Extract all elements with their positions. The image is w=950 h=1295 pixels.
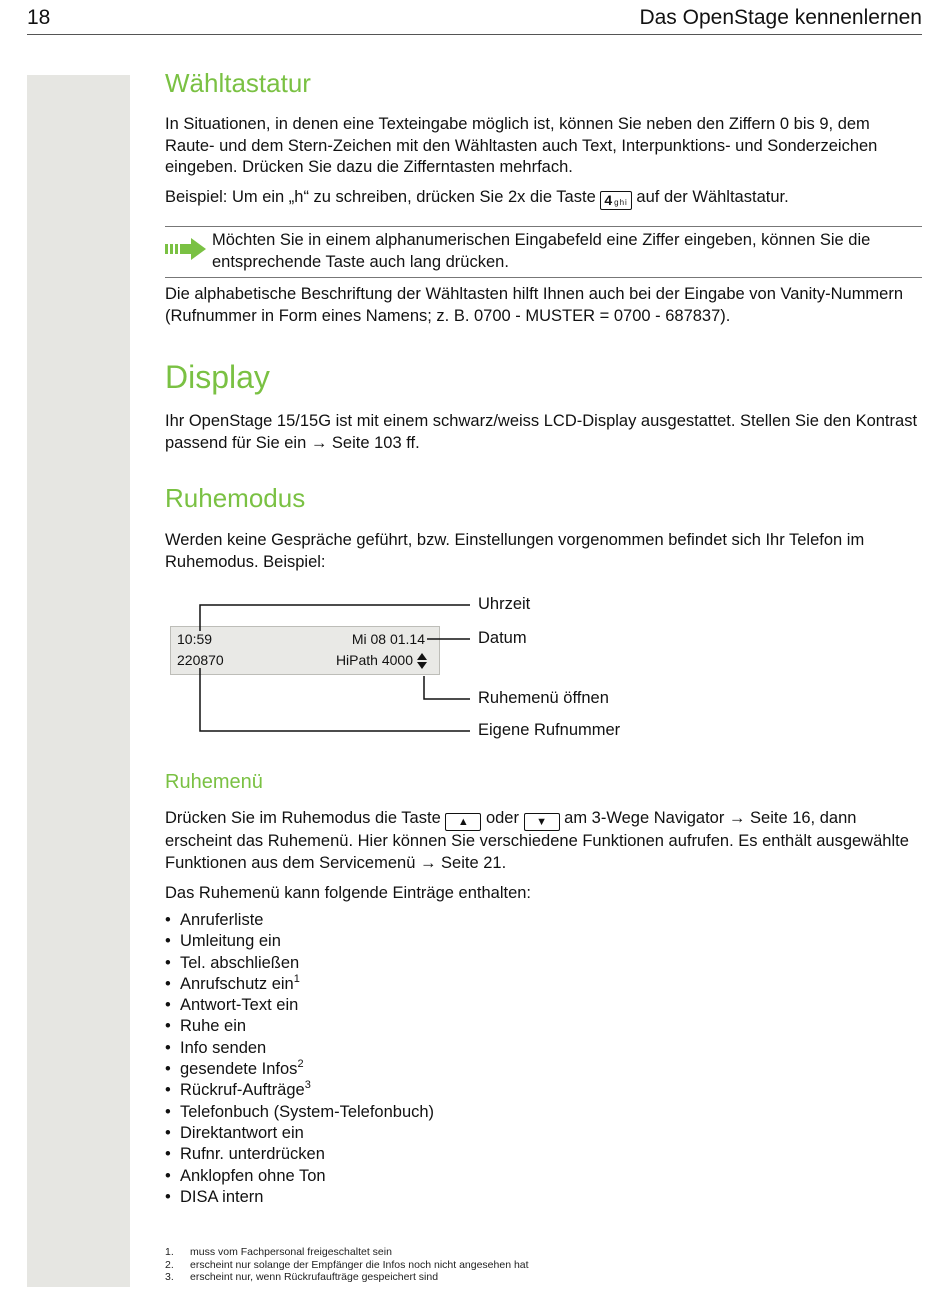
ruhemenue-list [165,910,434,1208]
ruhemenue-text-a: Drücken Sie im Ruhemodus die Taste [165,809,441,827]
callout-ruhemenue: Ruhemenü öffnen [478,689,609,707]
waehltastatur-para2: Die alphabetische Beschriftung der Wähltasten hilft Ihnen auch bei der Eingabe von Vanity-Nummern (Rufnummer in Form eines Namens; z. B. 0700 - MUSTER = 0700 - 687837). [165,285,904,325]
heading-waehltastatur: Wähltastatur [165,68,311,98]
lcd-date: Mi 08 01.14 [351,631,425,647]
list-item: • DISA intern [165,1187,434,1208]
chapter-title: Das OpenStage kennenlernen [639,6,922,29]
list-item: • Rückruf-Aufträge$^3$ [165,1080,434,1101]
example-text-after: auf der Wähltastatur. [636,188,789,206]
ruhemenue-text-b: oder [485,809,519,827]
list-item: • Anklopfen ohne Ton [165,1166,434,1187]
page-number: 18 [27,6,51,29]
callout-datum: Datum [478,629,527,647]
list-item: • Rufnr. unterdrücken [165,1144,434,1165]
lcd-number: 220870 [177,652,224,668]
section-ruhemenue [165,771,922,794]
list-item: • Direktantwort ein [165,1123,434,1144]
footnote: 1. muss vom Fachpersonal freigeschaltet sein [165,1246,392,1258]
list-item: • Info senden [165,1038,434,1059]
list-item: • Tel. abschließen [165,953,434,974]
footnote: 2. erscheint nur solange der Empfänger die Infos noch nicht angesehen hat [165,1258,529,1271]
waehltastatur-para1: In Situationen, in denen eine Texteingabe möglich ist, können Sie neben den Ziffern 0 bis 9, dem Raute- und dem Stern-Zeichen mit den Wähltasten auch Text, Interpunktions- und Sonderzeichen eingeben. Drücken Sie dazu die Zifferntasten mehrfach. [165,115,878,176]
list-item: • Anruferliste [165,910,434,931]
ruhemenue-para2: Das Ruhemenü kann folgende Einträge enthalten: [165,884,532,902]
callout-rufnummer: Eigene Rufnummer [478,721,621,739]
list-item: • Umleitung ein [165,931,434,952]
list-item: • Telefonbuch (System-Telefonbuch) [165,1102,434,1123]
nav-down-key-icon: ▼ [524,813,560,831]
nav-up-key-icon: ▲ [445,813,481,831]
list-item: • Antwort-Text ein [165,995,434,1016]
heading-ruhemodus: Ruhemodus [165,483,306,513]
heading-display: Display [165,359,270,395]
list-item: • Ruhe ein [165,1016,434,1037]
example-text-before: Beispiel: Um ein „h“ zu schreiben, drücken Sie 2x die Taste [165,188,596,206]
callout-uhrzeit: Uhrzeit [478,595,531,613]
display-para: Ihr OpenStage 15/15G ist mit einem schwarz/weiss LCD-Display ausgestattet. Stellen Sie den Kontrast passend für Sie ein → Seite 103 ff. [165,412,918,452]
list-item: • Anrufschutz ein$^1$ [165,974,434,995]
footnote: 3. erscheint nur, wenn Rückrufaufträge gespeichert sind [165,1271,439,1283]
key-letters: ghi [614,198,628,207]
heading-ruhemenue: Ruhemenü [165,771,263,793]
lcd-time: 10:59 [177,631,213,647]
ruhemodus-para: Werden keine Gespräche geführt, bzw. Einstellungen vorgenommen befindet sich Ihr Telefon im Ruhemodus. Beispiel: [165,531,865,571]
ruhemenue-para2-block [165,883,922,905]
key-digit: 4 [604,192,613,208]
ruhemenue-para1-block [165,808,922,874]
list-item: • gesendete Infos$^2$ [165,1059,434,1080]
lcd-system: HiPath 4000 [335,652,413,668]
ruhemenue-text-c: am 3-Wege Navigator → Seite 16, dann erscheint das Ruhemenü. Hier können Sie verschiedene Funktionen aufrufen. Es enthält ausgewählte Funktionen aus dem Servicemenü → Seite 21. [165,809,909,872]
note-text: Möchten Sie in einem alphanumerischen Eingabefeld eine Ziffer eingeben, können Sie die entsprechende Taste auch lang drücken. [212,231,871,271]
footnotes [165,1246,529,1284]
